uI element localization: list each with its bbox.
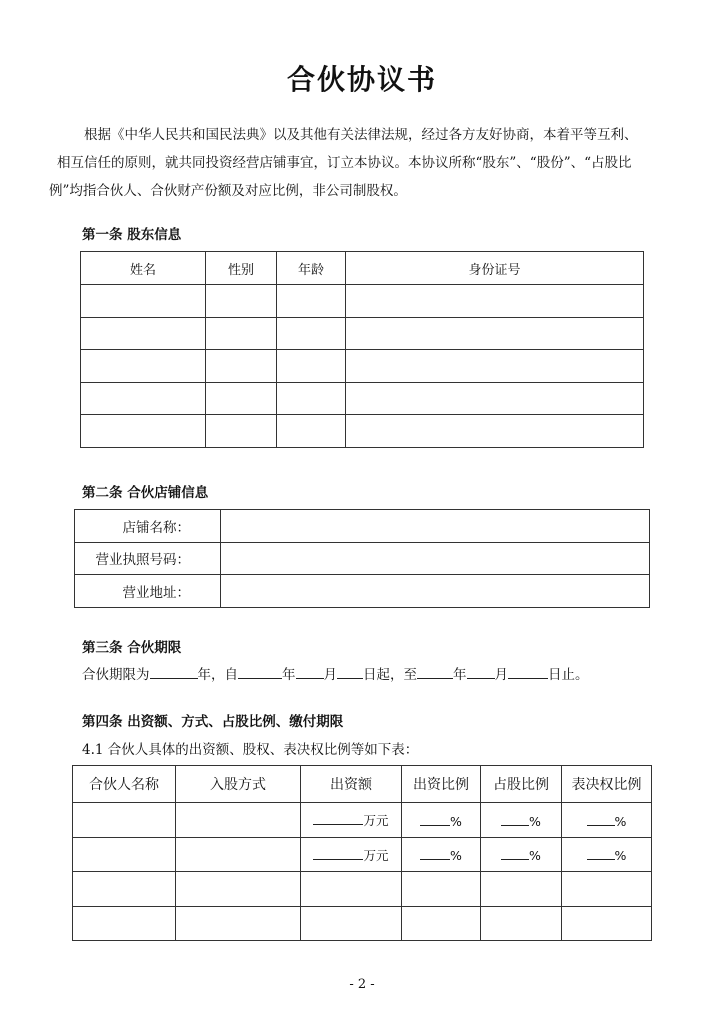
table-row <box>75 510 650 543</box>
period-text: 日起，至 <box>363 667 417 683</box>
share-ratio-cell[interactable]: % <box>481 803 562 838</box>
table-cell[interactable] <box>346 415 644 448</box>
table-cell[interactable] <box>176 803 301 838</box>
table-cell[interactable] <box>206 382 277 415</box>
table-cell[interactable] <box>81 317 206 350</box>
section-1-title: 第一条 股东信息 <box>82 227 182 243</box>
partnership-period-line <box>82 663 589 683</box>
table-cell[interactable] <box>402 906 481 941</box>
period-text: 合伙期限为 <box>82 667 150 683</box>
intro-paragraph <box>49 121 669 205</box>
shop-name-field[interactable] <box>221 510 650 543</box>
table-cell[interactable] <box>562 872 652 907</box>
table-cell[interactable] <box>73 906 176 941</box>
table-cell[interactable] <box>73 803 176 838</box>
table-cell[interactable] <box>277 285 346 318</box>
table-cell[interactable] <box>562 906 652 941</box>
col-header-capital-ratio: 出资比例 <box>402 766 481 803</box>
end-year-blank[interactable] <box>417 664 453 679</box>
table-row <box>73 803 652 838</box>
period-text: 年 <box>453 667 467 683</box>
end-day-blank[interactable] <box>508 664 548 679</box>
clause-4-1: 4.1 合伙人具体的出资额、股权、表决权比例等如下表： <box>82 742 419 758</box>
table-header-row <box>73 766 652 803</box>
intro-line-1: 根据《中华人民共和国民法典》以及其他有关法律法规，经过各方友好协商，本着平等互利、 <box>84 127 638 143</box>
table-cell[interactable] <box>176 906 301 941</box>
period-text: 月 <box>494 667 508 683</box>
table-row <box>81 350 644 383</box>
table-header-row <box>81 252 644 285</box>
shareholder-table <box>80 251 644 448</box>
capital-cell[interactable]: 万元 <box>301 837 402 872</box>
table-cell[interactable] <box>277 317 346 350</box>
col-header-capital: 出资额 <box>301 766 402 803</box>
table-cell[interactable] <box>481 906 562 941</box>
table-cell[interactable] <box>206 285 277 318</box>
table-cell[interactable] <box>346 350 644 383</box>
voting-ratio-cell[interactable]: % <box>562 837 652 872</box>
document-title: 合伙协议书 <box>286 63 437 96</box>
table-cell[interactable] <box>206 317 277 350</box>
license-number-field[interactable] <box>221 542 650 575</box>
start-day-blank[interactable] <box>337 664 363 679</box>
col-header-id-number: 身份证号 <box>346 252 644 285</box>
start-month-blank[interactable] <box>296 664 324 679</box>
table-row <box>81 415 644 448</box>
start-year-blank[interactable] <box>238 664 282 679</box>
table-cell[interactable] <box>481 872 562 907</box>
col-header-gender: 性别 <box>206 252 277 285</box>
table-cell[interactable] <box>277 350 346 383</box>
table-cell[interactable] <box>81 350 206 383</box>
table-cell[interactable] <box>81 382 206 415</box>
table-row <box>81 285 644 318</box>
capital-contribution-table <box>72 765 652 941</box>
voting-ratio-cell[interactable]: % <box>562 803 652 838</box>
capital-cell[interactable]: 万元 <box>301 803 402 838</box>
table-cell[interactable] <box>301 872 402 907</box>
section-3-title: 第三条 合伙期限 <box>82 640 182 656</box>
share-ratio-cell[interactable]: % <box>481 837 562 872</box>
capital-ratio-cell[interactable]: % <box>402 803 481 838</box>
table-cell[interactable] <box>73 872 176 907</box>
table-cell[interactable] <box>81 285 206 318</box>
table-row <box>75 575 650 608</box>
shop-name-label: 店铺名称： <box>75 510 221 543</box>
period-text: 年，自 <box>197 667 238 683</box>
table-cell[interactable] <box>346 317 644 350</box>
business-address-label: 营业地址： <box>75 575 221 608</box>
table-cell[interactable] <box>346 285 644 318</box>
capital-ratio-cell[interactable]: % <box>402 837 481 872</box>
table-cell[interactable] <box>176 837 301 872</box>
table-cell[interactable] <box>277 382 346 415</box>
col-header-partner-name: 合伙人名称 <box>73 766 176 803</box>
table-row <box>75 542 650 575</box>
period-text: 日止。 <box>548 667 589 683</box>
col-header-age: 年龄 <box>277 252 346 285</box>
col-header-investment-method: 入股方式 <box>176 766 301 803</box>
period-text: 年 <box>282 667 296 683</box>
intro-line-2: 相互信任的原则，就共同投资经营店铺事宜，订立本协议。本协议所称“股东”、“股份”、“占股比 <box>57 155 632 171</box>
table-cell[interactable] <box>206 415 277 448</box>
intro-line-3: 例”均指合伙人、合伙财产份额及对应比例，非公司制股权。 <box>49 183 407 199</box>
section-4-title: 第四条 出资额、方式、占股比例、缴付期限 <box>82 714 344 730</box>
table-cell[interactable] <box>176 872 301 907</box>
table-row <box>73 837 652 872</box>
table-cell[interactable] <box>402 872 481 907</box>
table-cell[interactable] <box>346 382 644 415</box>
shop-info-table <box>74 509 650 608</box>
table-row <box>73 872 652 907</box>
table-row <box>81 382 644 415</box>
col-header-share-ratio: 占股比例 <box>481 766 562 803</box>
table-cell[interactable] <box>81 415 206 448</box>
col-header-voting-ratio: 表决权比例 <box>562 766 652 803</box>
license-number-label: 营业执照号码： <box>75 542 221 575</box>
table-row <box>81 317 644 350</box>
section-2-title: 第二条 合伙店铺信息 <box>82 485 209 501</box>
table-cell[interactable] <box>73 837 176 872</box>
table-cell[interactable] <box>277 415 346 448</box>
end-month-blank[interactable] <box>467 664 495 679</box>
years-blank[interactable] <box>150 664 198 679</box>
page-number: - 2 - <box>349 977 375 992</box>
business-address-field[interactable] <box>221 575 650 608</box>
table-cell[interactable] <box>301 906 402 941</box>
table-row <box>73 906 652 941</box>
period-text: 月 <box>323 667 337 683</box>
col-header-name: 姓名 <box>81 252 206 285</box>
table-cell[interactable] <box>206 350 277 383</box>
